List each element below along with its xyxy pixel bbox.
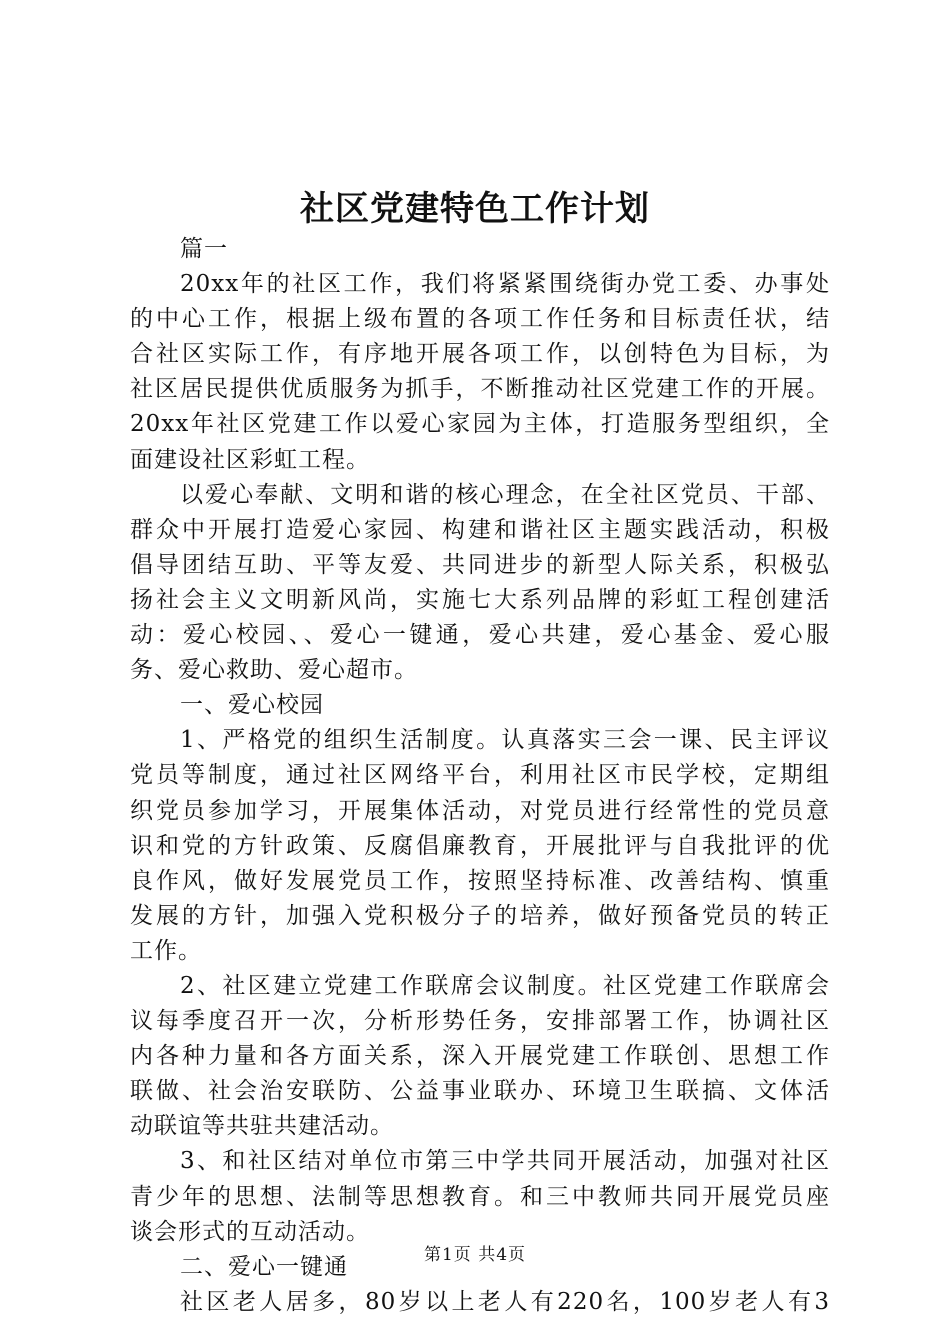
text-line: 3、和社区结对单位市第三中学共同开展活动，加强对社区	[180, 1148, 830, 1175]
text-line: 20xx年的社区工作，我们将紧紧围绕街办党工委、办事处	[180, 271, 830, 298]
text-line: 以爱心奉献、文明和谐的核心理念，在全社区党员、干部、	[180, 481, 830, 508]
page-footer: 第1页 共4页	[423, 1245, 527, 1265]
document-body	[130, 232, 830, 1320]
text-line: 联做、社会治安联防、公益事业联办、环境卫生联搞、文体活	[130, 1078, 830, 1105]
document-title: 社区党建特色工作计划	[300, 189, 650, 229]
text-line: 的中心工作，根据上级布置的各项工作任务和目标责任状，结	[130, 306, 830, 333]
text-line: 面建设社区彩虹工程。	[130, 446, 370, 473]
text-line: 2、社区建立党建工作联席会议制度。社区党建工作联席会	[180, 972, 830, 999]
text-line: 务、爱心救助、爱心超市。	[130, 657, 418, 684]
text-line: 工作。	[130, 937, 202, 964]
text-line: 1、严格党的组织生活制度。认真落实三会一课、民主评议	[180, 727, 830, 754]
text-line: 合社区实际工作，有序地开展各项工作，以创特色为目标，为	[130, 341, 830, 368]
text-line: 良作风，做好发展党员工作，按照坚持标准、改善结构、慎重	[130, 867, 830, 894]
text-line: 群众中开展打造爱心家园、构建和谐社区主题实践活动，积极	[130, 516, 830, 543]
text-line: 社区居民提供优质服务为抓手，不断推动社区党建工作的开展。	[130, 376, 830, 403]
text-line: 议每季度召开一次，分析形势任务，安排部署工作，协调社区	[130, 1008, 830, 1035]
text-line: 青少年的思想、法制等思想教育。和三中教师共同开展党员座	[130, 1183, 830, 1210]
text-line: 谈会形式的互动活动。	[130, 1218, 370, 1245]
text-line: 党员等制度，通过社区网络平台，利用社区市民学校，定期组	[130, 762, 830, 789]
text-line: 动联谊等共驻共建活动。	[130, 1113, 394, 1140]
text-line: 一、爱心校园	[180, 692, 324, 719]
text-line: 发展的方针，加强入党积极分子的培养，做好预备党员的转正	[130, 902, 830, 929]
text-line: 20xx年社区党建工作以爱心家园为主体，打造服务型组织，全	[130, 411, 830, 438]
text-line: 识和党的方针政策、反腐倡廉教育，开展批评与自我批评的优	[130, 832, 830, 859]
text-line: 篇一	[180, 236, 228, 262]
text-line: 内各种力量和各方面关系，深入开展党建工作联创、思想工作	[130, 1043, 830, 1070]
text-line: 扬社会主义文明新风尚，实施七大系列品牌的彩虹工程创建活	[130, 586, 830, 613]
text-line: 动：爱心校园、、爱心一键通，爱心共建，爱心基金、爱心服	[130, 622, 830, 649]
text-line: 社区老人居多，80岁以上老人有220名，100岁老人有3	[180, 1288, 830, 1315]
text-line: 倡导团结互助、平等友爱、共同进步的新型人际关系，积极弘	[130, 551, 830, 578]
text-line: 织党员参加学习，开展集体活动，对党员进行经常性的党员意	[130, 797, 830, 824]
text-line: 二、爱心一键通	[180, 1253, 348, 1280]
